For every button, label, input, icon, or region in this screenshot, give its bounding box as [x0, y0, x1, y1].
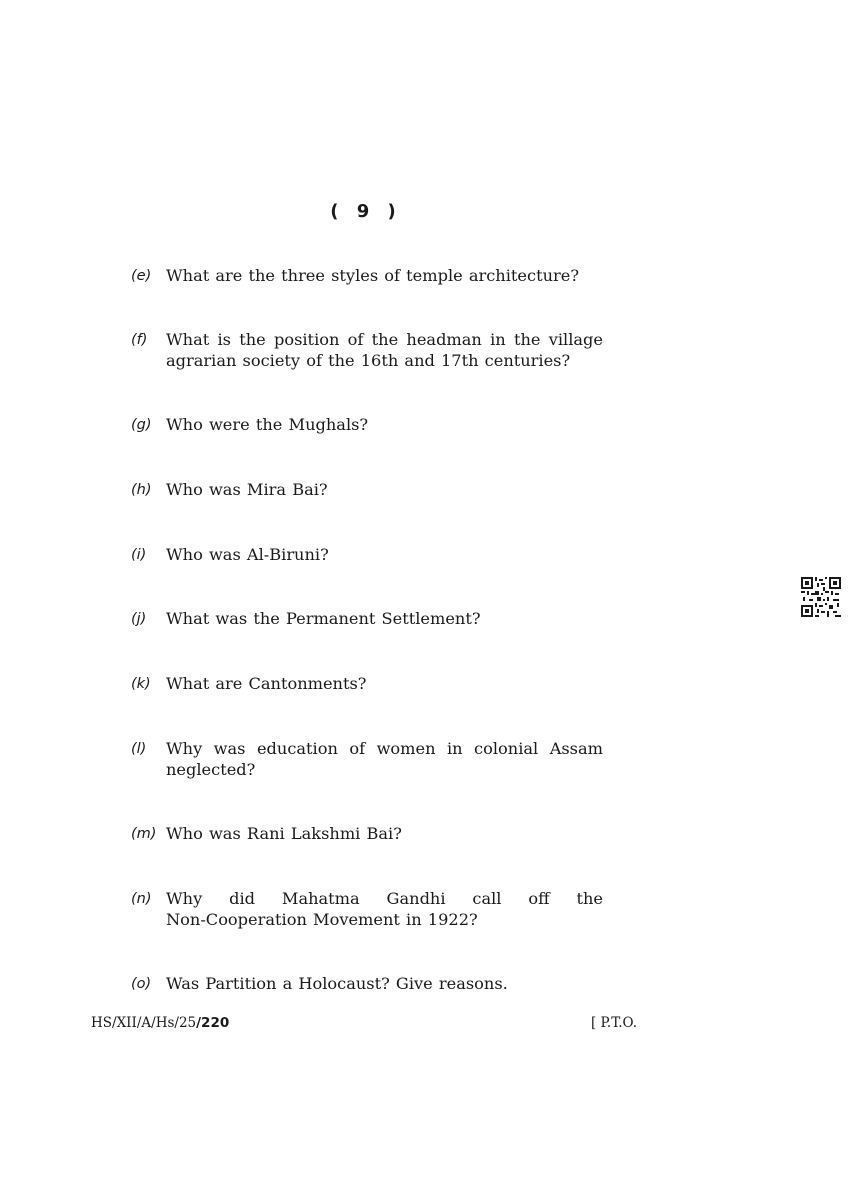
question-text: What is the position of the headman in the village agrarian society of the 16th and 17th centuries? [166, 330, 603, 370]
question-m [131, 823, 603, 845]
question-e [131, 265, 603, 287]
question-label: (j) [131, 611, 147, 627]
question-j [131, 608, 603, 630]
question-label: (f) [131, 332, 148, 348]
question-i [131, 544, 603, 566]
question-text: Was Partition a Holocaust? Give reasons. [166, 974, 508, 993]
question-text [166, 888, 603, 930]
question-label: (l) [131, 741, 147, 757]
question-k [131, 673, 603, 695]
question-text-line-1: Why did Mahatma Gandhi call off the [166, 889, 603, 908]
question-g [131, 414, 603, 436]
question-n [131, 888, 603, 930]
question-f [131, 329, 603, 371]
question-text: Who was Al-Biruni? [166, 545, 329, 564]
question-label: (k) [131, 676, 151, 692]
paper-code-prefix: HS/XII/A/Hs/25 [91, 1015, 197, 1031]
qr-code-icon [801, 577, 841, 617]
question-label: (o) [131, 976, 152, 992]
question-text: Who were the Mughals? [166, 415, 369, 434]
question-text: What are Cantonments? [166, 674, 367, 693]
question-label: (h) [131, 482, 152, 498]
question-o [131, 973, 603, 995]
question-text: Who was Mira Bai? [166, 480, 328, 499]
question-text: What was the Permanent Settlement? [166, 609, 481, 628]
question-h [131, 479, 603, 501]
paper-code-suffix: /220 [196, 1015, 230, 1031]
question-text: What are the three styles of temple architecture? [166, 266, 579, 285]
paper-code [91, 1015, 229, 1031]
question-text-line-2: Non-Cooperation Movement in 1922? [166, 910, 478, 929]
question-label: (e) [131, 268, 152, 284]
question-text: Who was Rani Lakshmi Bai? [166, 824, 402, 843]
question-text: Why was education of women in colonial Assam neglected? [166, 739, 603, 779]
pto-marker: [ P.T.O. [591, 1015, 638, 1031]
page-number: ( 9 ) [330, 201, 402, 222]
question-l [131, 738, 603, 780]
question-label: (g) [131, 417, 152, 433]
question-label: (i) [131, 547, 147, 563]
question-label: (m) [131, 826, 157, 842]
question-label: (n) [131, 891, 152, 907]
